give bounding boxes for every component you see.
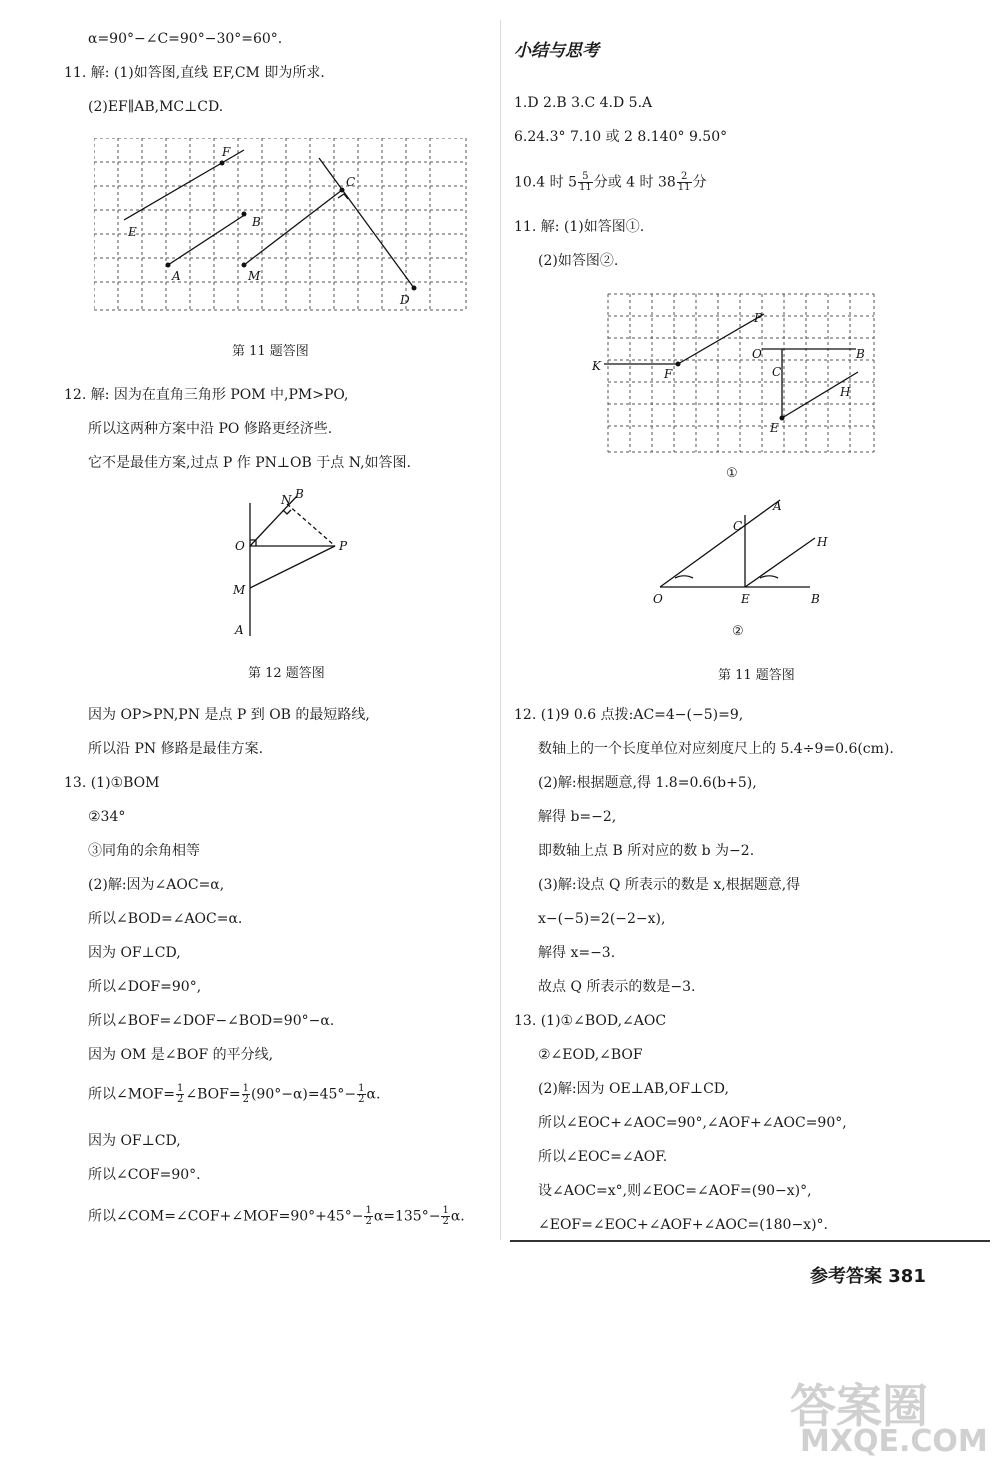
answer-11-line2: (2)如答图②.: [538, 253, 619, 269]
line-EH: [745, 538, 815, 587]
answer-13-line4: 所以∠EOC+∠AOC=90°,∠AOF+∠AOC=90°,: [538, 1115, 847, 1131]
q13-line6: 因为 OF⊥CD,: [88, 945, 181, 961]
line-CD: [319, 158, 414, 288]
answer-13-line6: 设∠AOC=x°,则∠EOC=∠AOF=(90−x)°,: [538, 1183, 812, 1199]
arc-E: [760, 576, 778, 578]
q12-caption: 第 12 题答图: [248, 666, 325, 681]
answer-12-line5: 即数轴上点 B 所对应的数 b 为−2.: [538, 843, 755, 859]
svg-text:E: E: [741, 592, 750, 606]
fraction-2-11: $\frac{2}{11}$: [677, 171, 691, 193]
answer-10: 10.4 时 5 $\frac{5}{11}$ 分或 4 时 38 $\frac{2}{11}$ 分: [514, 171, 707, 193]
fraction-half: $\frac{1}{2}$: [242, 1083, 249, 1105]
q11-grid-figure: [94, 138, 468, 313]
q11-caption: 第 11 题答图: [232, 344, 309, 359]
fraction-5-11: $\frac{5}{11}$: [578, 171, 592, 193]
svg-text:A: A: [172, 269, 181, 283]
svg-text:E: E: [128, 225, 137, 239]
svg-text:M: M: [233, 583, 246, 597]
grid-lines: [608, 294, 874, 452]
svg-text:A: A: [773, 499, 782, 513]
fraction-half: $\frac{1}{2}$: [365, 1205, 372, 1227]
svg-text:H: H: [817, 535, 828, 549]
line-OA: [660, 500, 780, 587]
section-title: 小结与思考: [514, 41, 599, 61]
q12-line2: 所以这两种方案中沿 PO 修路更经济些.: [88, 421, 333, 437]
svg-text:H: H: [840, 385, 851, 399]
q12-line1: 12. 解: 因为在直角三角形 POM 中,PM>PO,: [64, 387, 349, 403]
q11-part1: 11. 解: (1)如答图,直线 EF,CM 即为所求.: [64, 65, 325, 81]
svg-text:F: F: [222, 145, 231, 159]
q13-line13: 所以∠COM=∠COF+∠MOF=90°+45°− $\frac{1}{2}$ α=135°− $\frac{1}{2}$ α.: [88, 1205, 465, 1227]
svg-text:C: C: [346, 175, 356, 189]
point-D: [412, 286, 417, 291]
svg-text:K: K: [592, 359, 601, 373]
page-footer: [810, 1262, 926, 1288]
fig1-grid-figure: [590, 292, 880, 460]
fig2-label: ②: [732, 624, 744, 639]
q13-line7: 所以∠DOF=90°,: [88, 979, 202, 995]
q13-line2: ②34°: [88, 809, 126, 825]
answer-12-line3: (2)解:根据题意,得 1.8=0.6(b+5),: [538, 775, 757, 791]
answer-11-line1: 11. 解: (1)如答图①.: [514, 219, 645, 235]
q12-line3: 它不是最佳方案,过点 P 作 PN⊥OB 于点 N,如答图.: [88, 455, 411, 471]
answer-12-line2: 数轴上的一个长度单位对应刻度尺上的 5.4÷9=0.6(cm).: [538, 741, 894, 757]
watermark-url: MXQE.COM: [800, 1424, 988, 1459]
svg-text:D: D: [400, 293, 410, 307]
point-B: [242, 212, 247, 217]
point-E: [780, 416, 785, 421]
svg-text:E: E: [770, 421, 779, 435]
svg-text:B: B: [856, 347, 865, 361]
answer-12-line1: 12. (1)9 0.6 点拨:AC=4−(−5)=9,: [514, 707, 744, 723]
svg-text:C: C: [733, 519, 743, 533]
q13-line1: 13. (1)①BOM: [64, 775, 160, 791]
grid-lines: [94, 138, 466, 310]
fraction-half: $\frac{1}{2}$: [358, 1083, 365, 1105]
point-F: [220, 161, 225, 166]
footer-label: 参考答案: [810, 1266, 882, 1287]
q11-part2: (2)EF∥AB,MC⊥CD.: [88, 99, 224, 115]
svg-text:B: B: [811, 592, 820, 606]
answer-12-line6: (3)解:设点 Q 所表示的数是 x,根据题意,得: [538, 877, 801, 893]
page-number: 381: [888, 1266, 926, 1287]
q13-line8: 所以∠BOF=∠DOF−∠BOD=90°−α.: [88, 1013, 335, 1029]
svg-text:N: N: [281, 493, 292, 507]
answer-13-line3: (2)解:因为 OE⊥AB,OF⊥CD,: [538, 1081, 729, 1097]
q12-line5: 所以沿 PN 修路是最佳方案.: [88, 741, 264, 757]
fig1-label: ①: [726, 466, 738, 481]
answer-12-line7: x−(−5)=2(−2−x),: [538, 911, 666, 927]
right-angle-N: [283, 510, 291, 514]
svg-text:A: A: [235, 623, 244, 637]
point-M: [242, 263, 247, 268]
watermark-logo: 答案圈: [790, 1379, 928, 1433]
q13-line10: 所以∠MOF= $\frac{1}{2}$ ∠BOF= $\frac{1}{2}$ (90°−α)=45°− $\frac{1}{2}$ α.: [88, 1083, 381, 1105]
q13-line11: 因为 OF⊥CD,: [88, 1133, 181, 1149]
fraction-half: $\frac{1}{2}$: [177, 1083, 184, 1105]
svg-text:O: O: [653, 592, 663, 606]
point-F: [676, 362, 681, 367]
column-divider: [500, 20, 501, 1240]
answer-12-line8: 解得 x=−3.: [538, 945, 616, 961]
answer-12-line9: 故点 Q 所表示的数是−3.: [538, 979, 696, 995]
svg-text:C: C: [772, 365, 782, 379]
svg-text:F: F: [664, 367, 673, 381]
fig2-construction-figure: [645, 490, 845, 610]
svg-text:P: P: [754, 311, 763, 325]
line-alpha: α=90°−∠C=90°−30°=60°.: [88, 31, 283, 47]
svg-text:O: O: [235, 539, 245, 553]
line-AB: [168, 214, 246, 265]
point-C: [340, 188, 345, 193]
answer-13-line7: ∠EOF=∠EOC+∠AOF+∠AOC=(180−x)°.: [538, 1217, 828, 1233]
point-A: [166, 263, 171, 268]
answers-1-5: 1.D 2.B 3.C 4.D 5.A: [514, 95, 653, 111]
q13-line4: (2)解:因为∠AOC=α,: [88, 877, 225, 893]
answer-11-caption: 第 11 题答图: [718, 668, 795, 683]
svg-text:O: O: [752, 347, 762, 361]
q13-line12: 所以∠COF=90°.: [88, 1167, 201, 1183]
q13-line3: ③同角的余角相等: [88, 843, 200, 859]
q13-line9: 因为 OM 是∠BOF 的平分线,: [88, 1047, 274, 1063]
answer-13-line5: 所以∠EOC=∠AOF.: [538, 1149, 668, 1165]
arc-O: [675, 576, 693, 578]
q12-figure: [225, 488, 365, 638]
svg-text:P: P: [339, 539, 348, 553]
q13-line5: 所以∠BOD=∠AOC=α.: [88, 911, 243, 927]
svg-text:M: M: [248, 269, 261, 283]
svg-text:B: B: [252, 215, 261, 229]
svg-text:B: B: [295, 488, 304, 501]
answer-13-line1: 13. (1)①∠BOD,∠AOC: [514, 1013, 667, 1029]
line-MP: [250, 546, 335, 588]
q12-line4: 因为 OP>PN,PN 是点 P 到 OB 的最短路线,: [88, 707, 370, 723]
line-PN: [287, 504, 335, 546]
answer-13-line2: ②∠EOD,∠BOF: [538, 1047, 643, 1063]
answer-12-line4: 解得 b=−2,: [538, 809, 617, 825]
fraction-half: $\frac{1}{2}$: [442, 1205, 449, 1227]
answers-6-9: 6.24.3° 7.10 或 2 8.140° 9.50°: [514, 129, 728, 145]
bottom-rule: [510, 1240, 990, 1242]
